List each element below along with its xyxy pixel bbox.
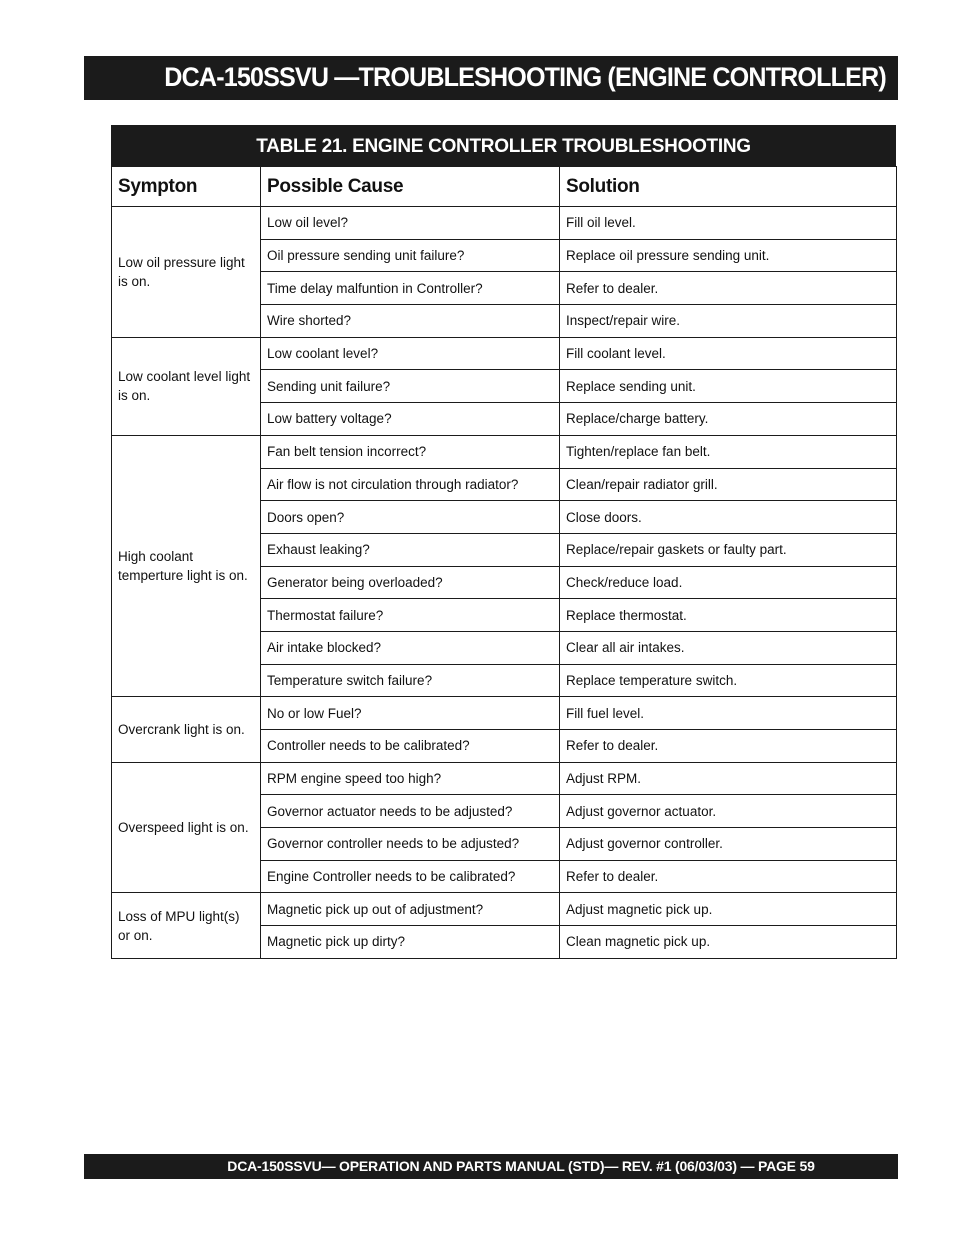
solution-cell: Tighten/replace fan belt. [560, 435, 897, 468]
page-footer-bar [84, 1154, 898, 1179]
solution-cell: Replace/repair gaskets or faulty part. [560, 533, 897, 566]
possible-cause-cell: Temperature switch failure? [261, 664, 560, 697]
solution-cell: Adjust magnetic pick up. [560, 893, 897, 926]
table-caption: TABLE 21. ENGINE CONTROLLER TROUBLESHOOTING [111, 125, 896, 166]
symptom-cell: Overcrank light is on. [112, 697, 261, 762]
troubleshooting-table-container [111, 125, 896, 959]
possible-cause-cell: Low oil level? [261, 207, 560, 240]
solution-cell: Replace/charge battery. [560, 403, 897, 436]
solution-cell: Clean/repair radiator grill. [560, 468, 897, 501]
table-body [112, 207, 897, 959]
solution-cell: Close doors. [560, 501, 897, 534]
possible-cause-cell: Air flow is not circulation through radiator? [261, 468, 560, 501]
possible-cause-cell: Air intake blocked? [261, 631, 560, 664]
table-row [112, 697, 897, 730]
symptom-cell: Low oil pressure light is on. [112, 207, 261, 338]
possible-cause-cell: Wire shorted? [261, 305, 560, 338]
solution-cell: Replace temperature switch. [560, 664, 897, 697]
page-title-bar [84, 56, 898, 100]
possible-cause-cell: Generator being overloaded? [261, 566, 560, 599]
table-header-row [112, 167, 897, 207]
solution-cell: Fill fuel level. [560, 697, 897, 730]
possible-cause-cell: Governor controller needs to be adjusted? [261, 828, 560, 861]
solution-cell: Fill coolant level. [560, 337, 897, 370]
possible-cause-cell: Engine Controller needs to be calibrated? [261, 860, 560, 893]
possible-cause-cell: Low battery voltage? [261, 403, 560, 436]
possible-cause-cell: No or low Fuel? [261, 697, 560, 730]
solution-cell: Adjust governor controller. [560, 828, 897, 861]
solution-cell: Fill oil level. [560, 207, 897, 240]
page-footer-text: DCA-150SSVU— OPERATION AND PARTS MANUAL (STD)— REV. #1 (06/03/03) — PAGE 59 [227, 1158, 815, 1174]
possible-cause-cell: Doors open? [261, 501, 560, 534]
solution-cell: Inspect/repair wire. [560, 305, 897, 338]
table-row [112, 207, 897, 240]
possible-cause-cell: Time delay malfuntion in Controller? [261, 272, 560, 305]
table-row [112, 337, 897, 370]
possible-cause-cell: Exhaust leaking? [261, 533, 560, 566]
possible-cause-cell: Sending unit failure? [261, 370, 560, 403]
header-possible-cause: Possible Cause [261, 167, 560, 207]
symptom-cell: Low coolant level light is on. [112, 337, 261, 435]
symptom-cell: High coolant temperture light is on. [112, 435, 261, 697]
solution-cell: Adjust governor actuator. [560, 795, 897, 828]
possible-cause-cell: RPM engine speed too high? [261, 762, 560, 795]
table-row [112, 435, 897, 468]
troubleshooting-table [111, 166, 897, 959]
solution-cell: Refer to dealer. [560, 272, 897, 305]
solution-cell: Adjust RPM. [560, 762, 897, 795]
possible-cause-cell: Thermostat failure? [261, 599, 560, 632]
table-row [112, 762, 897, 795]
possible-cause-cell: Oil pressure sending unit failure? [261, 239, 560, 272]
solution-cell: Refer to dealer. [560, 860, 897, 893]
page-title: DCA-150SSVU —TROUBLESHOOTING (ENGINE CONTROLLER) [164, 62, 886, 92]
possible-cause-cell: Magnetic pick up dirty? [261, 926, 560, 959]
possible-cause-cell: Controller needs to be calibrated? [261, 730, 560, 763]
solution-cell: Check/reduce load. [560, 566, 897, 599]
possible-cause-cell: Low coolant level? [261, 337, 560, 370]
solution-cell: Replace sending unit. [560, 370, 897, 403]
solution-cell: Refer to dealer. [560, 730, 897, 763]
possible-cause-cell: Governor actuator needs to be adjusted? [261, 795, 560, 828]
solution-cell: Clear all air intakes. [560, 631, 897, 664]
header-symptom: Sympton [112, 167, 261, 207]
solution-cell: Clean magnetic pick up. [560, 926, 897, 959]
possible-cause-cell: Magnetic pick up out of adjustment? [261, 893, 560, 926]
solution-cell: Replace oil pressure sending unit. [560, 239, 897, 272]
symptom-cell: Loss of MPU light(s) or on. [112, 893, 261, 958]
header-solution: Solution [560, 167, 897, 207]
symptom-cell: Overspeed light is on. [112, 762, 261, 893]
solution-cell: Replace thermostat. [560, 599, 897, 632]
table-row [112, 893, 897, 926]
possible-cause-cell: Fan belt tension incorrect? [261, 435, 560, 468]
